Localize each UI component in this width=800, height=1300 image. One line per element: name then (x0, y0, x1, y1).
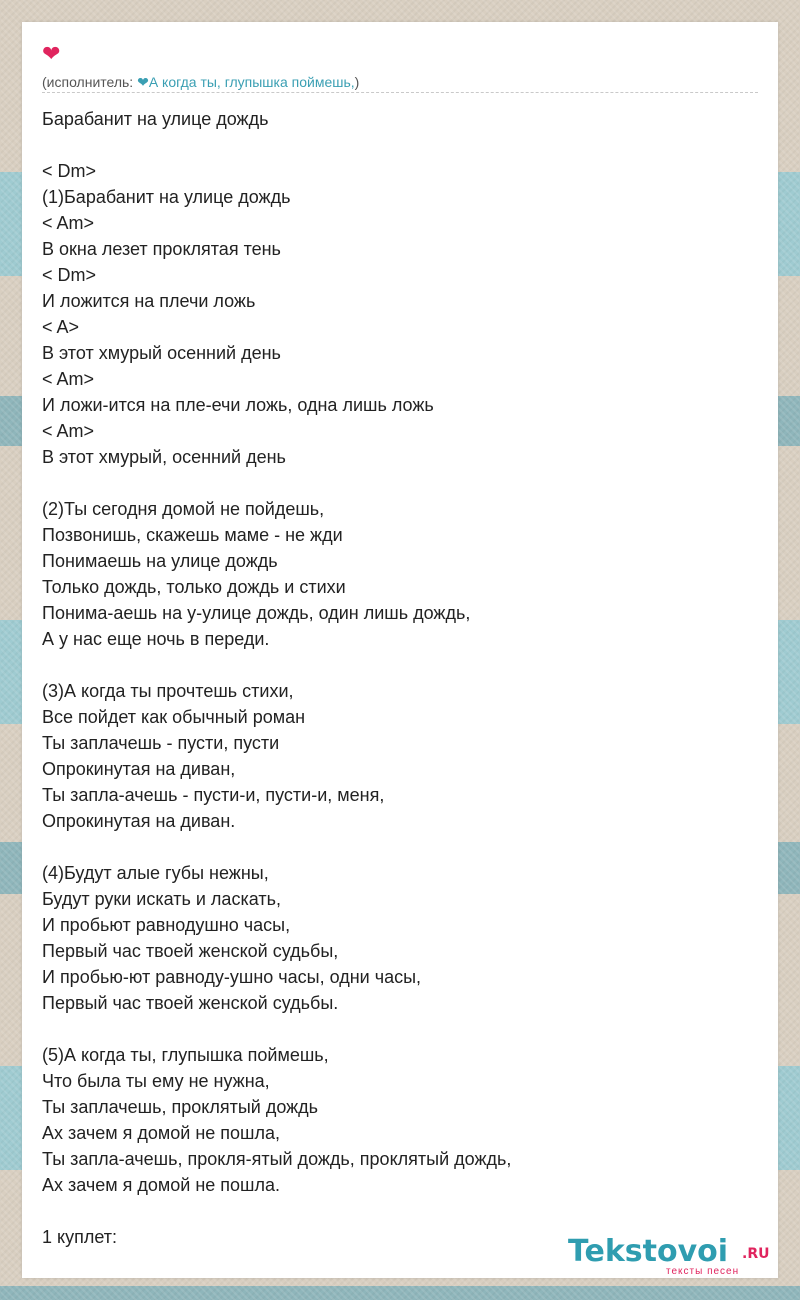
song-title: Барабанит на улице дождь (42, 109, 269, 129)
lyric-blank-line (42, 652, 758, 678)
lyric-line: А у нас еще ночь в переди. (42, 629, 270, 649)
lyric-blank-line (42, 470, 758, 496)
lyric-line: 1 куплет: (42, 1227, 117, 1247)
lyric-line: Понима-аешь на у-улице дождь, один лишь дождь, (42, 603, 471, 623)
lyric-line: И ложи-ится на пле-ечи ложь, одна лишь ложь (42, 395, 434, 415)
lyric-line: И пробьют равнодушно часы, (42, 915, 291, 935)
lyrics-sheet (22, 22, 778, 1278)
lyric-line: (5)А когда ты, глупышка поймешь, (42, 1045, 329, 1065)
lyric-line: Понимаешь на улице дождь (42, 551, 278, 571)
logo-domain: .RU (742, 1246, 770, 1262)
artist-name: А когда ты, глупышка поймешь, (148, 74, 355, 90)
logo-tagline: тексты песен (666, 1266, 740, 1277)
lyric-line: И пробью-ют равноду-ушно часы, одни часы, (42, 967, 422, 987)
lyric-line: Ты запла-ачешь - пусти-и, пусти-и, меня, (42, 785, 385, 805)
lyric-line: Ты заплачешь, проклятый дождь (42, 1097, 319, 1117)
lyric-line: Ты запла-ачешь, прокля-ятый дождь, проклятый дождь, (42, 1149, 512, 1169)
lyric-line: Что была ты ему не нужна, (42, 1071, 270, 1091)
artist-link[interactable] (137, 74, 355, 90)
artist-suffix: ) (354, 74, 360, 90)
lyric-line: В этот хмурый, осенний день (42, 447, 286, 467)
lyric-line: < A> (42, 317, 80, 337)
lyric-line: < Am> (42, 213, 95, 233)
lyrics-body (42, 158, 758, 1250)
lyric-line: Опрокинутая на диван, (42, 759, 236, 779)
lyric-line: Будут руки искать и ласкать, (42, 889, 281, 909)
lyric-line: < Am> (42, 421, 95, 441)
lyric-line: (1)Барабанит на улице дождь (42, 187, 291, 207)
dashed-divider (42, 92, 758, 93)
artist-prefix: (исполнитель: (42, 74, 138, 90)
lyric-blank-line (42, 834, 758, 860)
lyric-line: < Dm> (42, 265, 97, 285)
logo-wordmark: Tekstovoi (568, 1234, 729, 1269)
lyric-line: Все пойдет как обычный роман (42, 707, 306, 727)
lyric-blank-line (42, 1016, 758, 1042)
lyric-line: И ложится на плечи ложь (42, 291, 256, 311)
lyric-line: В этот хмурый осенний день (42, 343, 281, 363)
lyric-line: В окна лезет проклятая тень (42, 239, 281, 259)
lyric-line: Первый час твоей женской судьбы. (42, 993, 339, 1013)
lyric-line: Опрокинутая на диван. (42, 811, 236, 831)
lyric-line: Только дождь, только дождь и стихи (42, 577, 346, 597)
lyric-line: Первый час твоей женской судьбы, (42, 941, 339, 961)
lyric-line: (4)Будут алые губы нежны, (42, 863, 269, 883)
lyric-line: (2)Ты сегодня домой не пойдешь, (42, 499, 325, 519)
lyric-line: Ах зачем я домой не пошла, (42, 1123, 281, 1143)
lyric-line: (3)А когда ты прочтешь стихи, (42, 681, 294, 701)
lyric-line: < Am> (42, 369, 95, 389)
lyric-line: < Dm> (42, 161, 97, 181)
heart-icon: ❤ (42, 41, 61, 66)
artist-line (42, 73, 359, 91)
lyric-line: Ах зачем я домой не пошла. (42, 1175, 281, 1195)
lyric-line: Позвонишь, скажешь маме - не жди (42, 525, 343, 545)
site-logo[interactable] (568, 1234, 774, 1278)
lyric-line: Ты заплачешь - пусти, пусти (42, 733, 280, 753)
artist-heart-icon: ❤ (137, 74, 149, 90)
lyric-blank-line (42, 1198, 758, 1224)
